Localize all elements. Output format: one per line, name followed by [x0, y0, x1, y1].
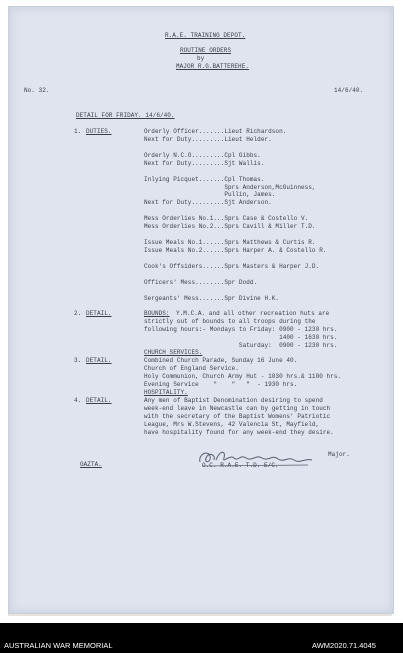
- duty-line: Next for Duty.........Sjt Anderson.: [144, 199, 272, 206]
- detail3-line: Holy Communion, Church Army Hut - 1030 hrs.& 1100 hrs.: [144, 373, 342, 380]
- detail3-number: 3.: [74, 357, 82, 364]
- duty-line: Mess Orderlies No.2...Sprs Cavill & Miller T.D.: [144, 223, 316, 230]
- sheet-edge: [8, 614, 392, 616]
- detail2-line: following hours:- Mondays to Friday: 0900 - 1230 hrs.: [144, 326, 338, 333]
- detail3-line: Church of England Service.: [144, 365, 239, 372]
- duty-line: Sprs Anderson,McGuinness,: [144, 184, 316, 191]
- detail3-heading: CHURCH SERVICES.: [144, 349, 203, 356]
- duty-line: Cook's Offsiders......Sprs Masters & Harper J.D.: [144, 263, 320, 270]
- duty-line: Issue Meals No.2......Sprs Harper A. & Costello R.: [144, 247, 327, 254]
- duty-line: Pullin, James.: [144, 191, 276, 198]
- signature-rank: Major.: [328, 451, 350, 458]
- duty-line: Sergeants' Mess.......Spr Divine H.K.: [144, 295, 280, 302]
- signature-appointment: O.C. R.A.E. T.D. E/C.: [202, 462, 279, 469]
- detail4-line: have hospitality found for any week-end they desire.: [144, 429, 334, 436]
- detail2-line: 1400 - 1630 hrs.: [144, 334, 338, 341]
- detail4-heading: HOSPITALITY.: [144, 389, 188, 396]
- detail2-line: strictly out of bounds to all troops during the: [144, 318, 316, 325]
- detail4-number: 4.: [74, 397, 82, 404]
- duties-number: 1.: [74, 128, 82, 135]
- footer-accession-number: AWM2020.71.4045: [312, 641, 376, 650]
- detail2-line: Y.M.C.A. and all other recreation huts are: [176, 310, 330, 317]
- footer-institution: AUSTRALIAN WAR MEMORIAL: [4, 641, 113, 650]
- duty-line: Orderly Officer.......Lieut Richardson.: [144, 128, 287, 135]
- detail3-line: Combined Church Parade, Sunday 16 June 40.: [144, 357, 298, 364]
- gazta-label: GAZTA.: [80, 461, 102, 468]
- duty-line: Officers' Mess........Spr Dodd.: [144, 279, 258, 286]
- detail-heading: DETAIL FOR FRIDAY. 14/6/40.: [76, 112, 175, 119]
- document-by: by: [197, 55, 205, 62]
- duty-line: Mess Orderlies No.1...Sprs Case & Costello V.: [144, 215, 309, 222]
- detail2-number: 2.: [74, 310, 82, 317]
- duty-line: Issue Meals No.1......Sprs Matthews & Curtis R.: [144, 239, 316, 246]
- duties-label: DUTIES.: [86, 128, 112, 135]
- duty-line: Next for Duty.........Lieut Helder.: [144, 136, 272, 143]
- duty-line: Inlying Picquet.......Cpl Thomas.: [144, 176, 265, 183]
- document-title: R.A.E. TRAINING DEPOT.: [165, 32, 246, 39]
- detail4-line: League, Mrs W.Stevens, 42 Valencia St, Mayfield,: [144, 421, 320, 428]
- document-author: MAJOR R.G.BATTEREHE.: [176, 63, 250, 70]
- detail3-line: Evening Service " " " - 1930 hrs.: [144, 381, 298, 388]
- detail4-line: Any men of Baptist Denomination desiring to spend: [144, 397, 323, 404]
- detail2-heading: BOUNDS:: [144, 310, 170, 317]
- detail4-line: week-end leave in Newcastle can by getting in touch: [144, 405, 331, 412]
- duty-line: Next for Duty.........Sjt Wallis.: [144, 160, 265, 167]
- detail2-line: Saturday: 0900 - 1230 hrs.: [144, 342, 338, 349]
- document-subtitle: ROUTINE ORDERS: [180, 47, 232, 54]
- detail4-label: DETAIL.: [86, 397, 112, 404]
- detail2-label: DETAIL.: [86, 310, 112, 317]
- detail3-label: DETAIL.: [86, 357, 112, 364]
- order-number: No. 32.: [24, 87, 50, 94]
- order-date: 14/6/40.: [334, 87, 364, 94]
- detail4-line: with the secretary of the Baptist Womens' Patriotic: [144, 413, 331, 420]
- duty-line: Orderly N.C.O.........Cpl Gibbs.: [144, 152, 261, 159]
